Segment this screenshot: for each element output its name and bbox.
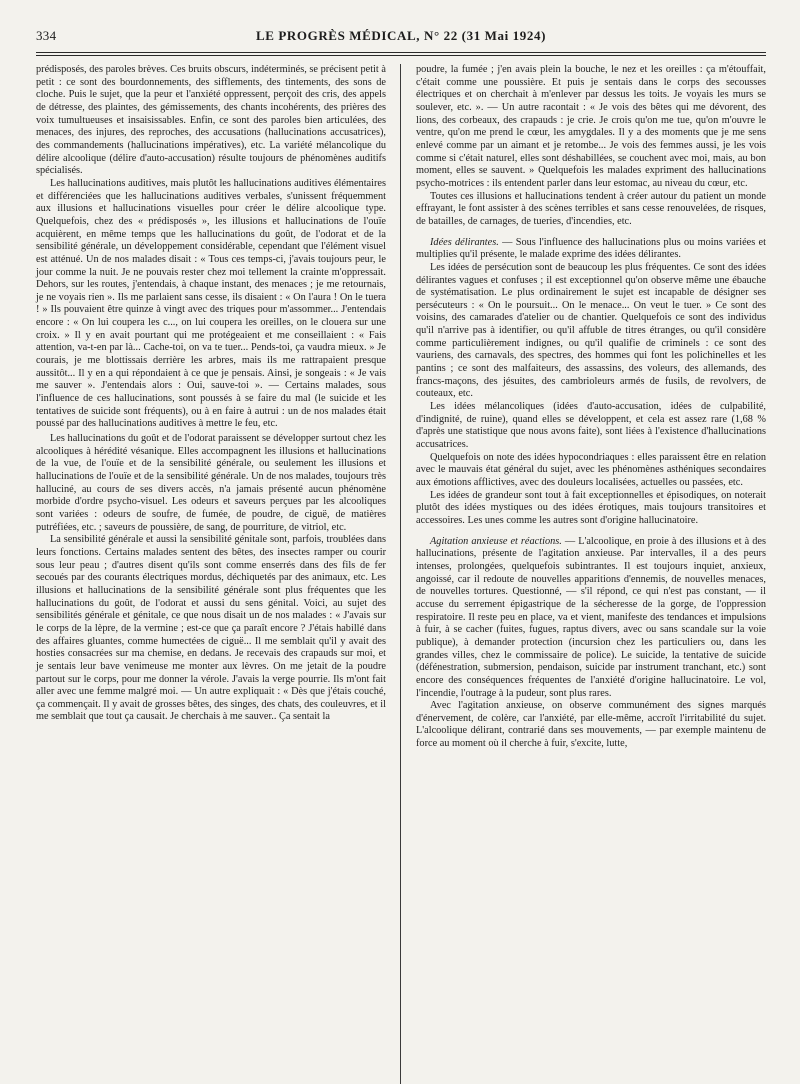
paragraph: poudre, la fumée ; j'en avais plein la bouche, le nez et les oreilles : ça m'étouffait, c'était comme une poussière. Et puis je sentais dans le corps des secousses électriques et on cherchait à m'enlever par dessus les toits. Je voyais les murs se soulever, etc. ». — Un autre racontait : « Je vois des bêtes qui me dévorent, des lions, des corbeaux, des crapauds : je crie. Je crois qu'on me tue, qu'on m'ouvre le ventre, qu'on me prend le cœur, les amygdales. Il y a des moments que je me sens enlevé comme par un aimant et je retombe... Je vois des femmes aussi, je les vois comme si c'était naturel, elles sont déshabillées, se couchent avec moi, mais, au bon moment, elles se sauvent. » Quelquefois les malades expriment des hallucinations psycho-motrices : ils entendent parler dans leur estomac, au niveau du cœur, etc. xyxy=(416,64,766,189)
paragraph: Les hallucinations du goût et de l'odorat paraissent se développer surtout chez les alcooliques à hérédité vésanique. Elles accompagnent les illusions et hallucinations de la vue, de l'ouïe et de la sensibilité générale, ou seulement les illusions et hallucinations de l'ouïe et de la sensibilité générale. Un de nos malades, toujours très halluciné, au cours de ses divers accès, n'a jamais présenté aucun phénomène morbide d'ordre psycho-visuel. Les odeurs et saveurs perçues par les alcooliques sont variées : odeurs de soufre, de fumée, de poudre, de ciguë, de matières putréfiées, etc. ; saveurs de poussière, de sang, de pourriture, de vitriol, etc. xyxy=(36,433,386,533)
paragraph: Les idées de grandeur sont tout à fait exceptionnelles et épisodiques, on noterait plutôt des idées mystiques ou des idées érotiques, mais toujours transitoires et accessoires. Les unes comme les autres sont d'origine hallucinatoire. xyxy=(416,489,766,526)
header-rule xyxy=(36,52,766,56)
section-paragraph xyxy=(416,237,766,262)
page-number: 334 xyxy=(36,28,57,43)
paragraph: Quelquefois on note des idées hypocondriaques : elles paraissent être en relation avec le mauvais état général du sujet, avec les phénomènes asthéniques secondaires aux émotions afflictives, avec des douleurs localisées, actuelles ou passées, etc. xyxy=(416,451,766,488)
paragraph: La sensibilité générale et aussi la sensibilité génitale sont, parfois, troublées dans leurs fonctions. Certains malades sentent des bêtes, des insectes ramper ou courir sous leur peau ; d'autres disent qu'ils sont comme enserrés dans des fils de fer secoués par des courants électriques mordus, déchiquetés par des animaux, etc. Les illusions et hallucinations de la sensibilité générale sont plus fréquentes que les hallucinations du goût, de l'odorat et aussi du sens génital. Voici, au sujet des sensibilités générale et génitale, ce que nous disait un de nos malades : « J'avais sur le corps de la lèpre, de la vermine ; est-ce que ça paraît encore ? J'étais habillé dans des affaires gluantes, comme humectées de ciguë... Il me semblait qu'il y avait des hosties consacrées sur ma chemise, en dedans. Je recevais des crapauds sur moi, et je sentais leur bave venimeuse me monter aux lèvres. On me jetait de la poudre partout sur le corps, pour me donner la vérole. J'avais la verge pourrie. Ils m'ont fait aller avec une femme malgré moi. — Un autre expliquait : « Dès que j'étais couché, ça commençait. Il y avait de grosses bêtes, des singes, des chats, des couleuvres, et il me semblait que tout ça causait. Je cherchais à me sauver.. Ça sentait la xyxy=(36,534,386,723)
two-column-body xyxy=(36,64,766,751)
running-head xyxy=(36,28,766,48)
paragraph: Les idées de persécution sont de beaucoup les plus fréquentes. Ce sont des idées délirantes vagues et confuses ; il est exceptionnel qu'on observe même une ébauche de systématisation. Le plus ordinairement le sujet est incapable de désigner ses persécuteurs : « On le poursuit... On le menace... On veut le tuer. » Ce sont des voisins, des camarades d'atelier ou de chantier. Quelquefois ce sont des individus qu'il n'arrive pas à identifier, ou qu'il affuble de titres étranges, ou qu'il considère comme particulièrement indignes, ou qu'il qualifie de criminels : ce sont des vauriens, des carnavals, des spectres, des hommes qui font les polichinelles et les pantins ; ce sont des malfaiteurs, des assassins, des voleurs, des allemands, des francs-maçons, des jésuites, des cambrioleurs armés de fusils, de revolvers, de couteaux, etc. xyxy=(416,261,766,400)
paragraph: Toutes ces illusions et hallucinations tendent à créer autour du patient un monde effrayant, le font assister à des scènes terribles et sans cesse renouvelées, de risques, de batailles, de carnages, de tueries, d'incendies, etc. xyxy=(416,190,766,227)
paragraph: Les idées mélancoliques (idées d'auto-accusation, idées de culpabilité, d'indignité, de ruine), quand elles se développent, et cela est assez rare (1,68 % d'après une statistique que nous avons faite), sont liées à l'existence d'hallucinations accusatrices. xyxy=(416,401,766,451)
journal-header: LE PROGRÈS MÉDICAL, N° 22 (31 Mai 1924) xyxy=(255,28,547,43)
column-divider xyxy=(400,64,401,1084)
journal-page xyxy=(36,28,766,751)
section-heading: Idées délirantes. xyxy=(430,236,499,248)
section-heading: Agitation anxieuse et réactions. xyxy=(430,535,562,547)
section-paragraph xyxy=(416,536,766,701)
section-text: — Sous l'influence des hallucinations plus ou moins variées et multiplies qu'il présente, le malade exprime des idées délirantes. xyxy=(416,236,766,261)
paragraph: Avec l'agitation anxieuse, on observe communément des signes marqués d'énervement, de colère, car l'anxiété, par elle-même, accroît l'irritabilité du sujet. L'alcoolique délirant, contrarié dans ses mouvements, — par exemple maintenu de force au moment où il cherche à fuir, s'excite, lutte, xyxy=(416,700,766,750)
paragraph: prédisposés, des paroles brèves. Ces bruits obscurs, indéterminés, se précisent petit à petit : ce sont des bourdonnements, des sifflements, des tintements, des sons de cloche. Puis le sujet, que la peur et l'anxiété oppressent, perçoit des cris, des appels de détresse, des plaintes, des gémissements, des chants incohérents, des prières des voix tumultueuses et insaisissables. Enfin, ce sont des paroles bien articulées, des menaces, des injures, des reproches, des accusations (hallucinations accusatrices), des commandements (hallucinations impératives), etc. La variété mélancolique du délire alcoolique (délire d'auto-accusation) résulte toujours de phénomènes auditifs spécialisés. xyxy=(36,64,386,177)
right-column xyxy=(416,64,766,751)
section-text: — L'alcoolique, en proie à des illusions et à des hallucinations, présente de l'agitation anxieuse. Par intervalles, il a des peurs intenses, prolongées, quelquefois subintrantes. Il est toujours inquiet, anxieux, angoissé, car il redoute de nouvelles apparitions d'ennemis, de nouvelles menaces, de nouvelles tortures. Questionné, — s'il répond, ce qui n'est pas constant, — il accuse du serrement épigastrique de la sécheresse de la gorge, de l'oppression respiratoire. Il reste peu en place, va et vient, manifeste des tendances et impulsions à fuir, à se cacher (fuites, fugues, raptus divers, avec ou sans scandale sur la voie publique), à demander protection (incursion chez les particuliers ou, dans les grandes villes, chez le commissaire de police). Le suicide, la tentative de suicide (défénestration, submersion, pendaison, suicide par instrument tranchant, etc.) sont encore des conséquences fréquentes de l'anxiété d'origine hallucinatoire. Le vol, l'incendie, l'outrage à la pudeur, sont plus rares. xyxy=(416,535,766,699)
left-column xyxy=(36,64,386,751)
paragraph: Les hallucinations auditives, mais plutôt les hallucinations auditives élémentaires et différenciées que les hallucinations auditives verbales, s'unissent fréquemment aux illusions et hallucinations visuelles pour créer le délire alcoolique type. Quelquefois, chez des « prédisposés », les illusions et hallucinations de l'ouïe acquièrent, en même temps que les hallucinations du goût, de l'odorat et de la sensibilité générale, un développement considérable, cependant que l'élément visuel est atténué. Un de nos malades disait : « Tous ces temps-ci, j'avais toujours peur, le jour comme la nuit. Je ne pouvais rester chez moi tellement la crainte m'oppressait. Dehors, sur les routes, j'entendais, à chaque instant, des menaces ; je me retournais, je ne voyais rien ». Ils me parlaient sans cesse, ils disaient : « On l'aura ! On le tuera ! » Ils pouvaient être quinze à vingt avec des triques pour m'assommer... J'entendais encore : « On lui coupera les c..., on lui coupera les oreilles, on le clouera sur une croix. » Il y en avait pourtant qui me protégeaient et me conseillaient : « Fais attention, va-t-en par là... Cache-toi, on va te tuer... Pends-toi, ça vaudra mieux. » Je courais, je me blottissais derrière les arbres, mais ils me rattrapaient presque aussitôt... Il y en a qui répondaient à ce que je pensais. Ainsi, je songeais : « Je vais me sauver ». J'entendais alors : Oui, sauve-toi ». — Certains malades, sous l'influence de ces hallucinations, sont poussés à se faire du mal (le suicide et les tentatives de suicide sont fréquents), ou à en faire à autrui : un de nos malades était poussé par des hallucinations auditives à mettre le feu, etc. xyxy=(36,177,386,430)
